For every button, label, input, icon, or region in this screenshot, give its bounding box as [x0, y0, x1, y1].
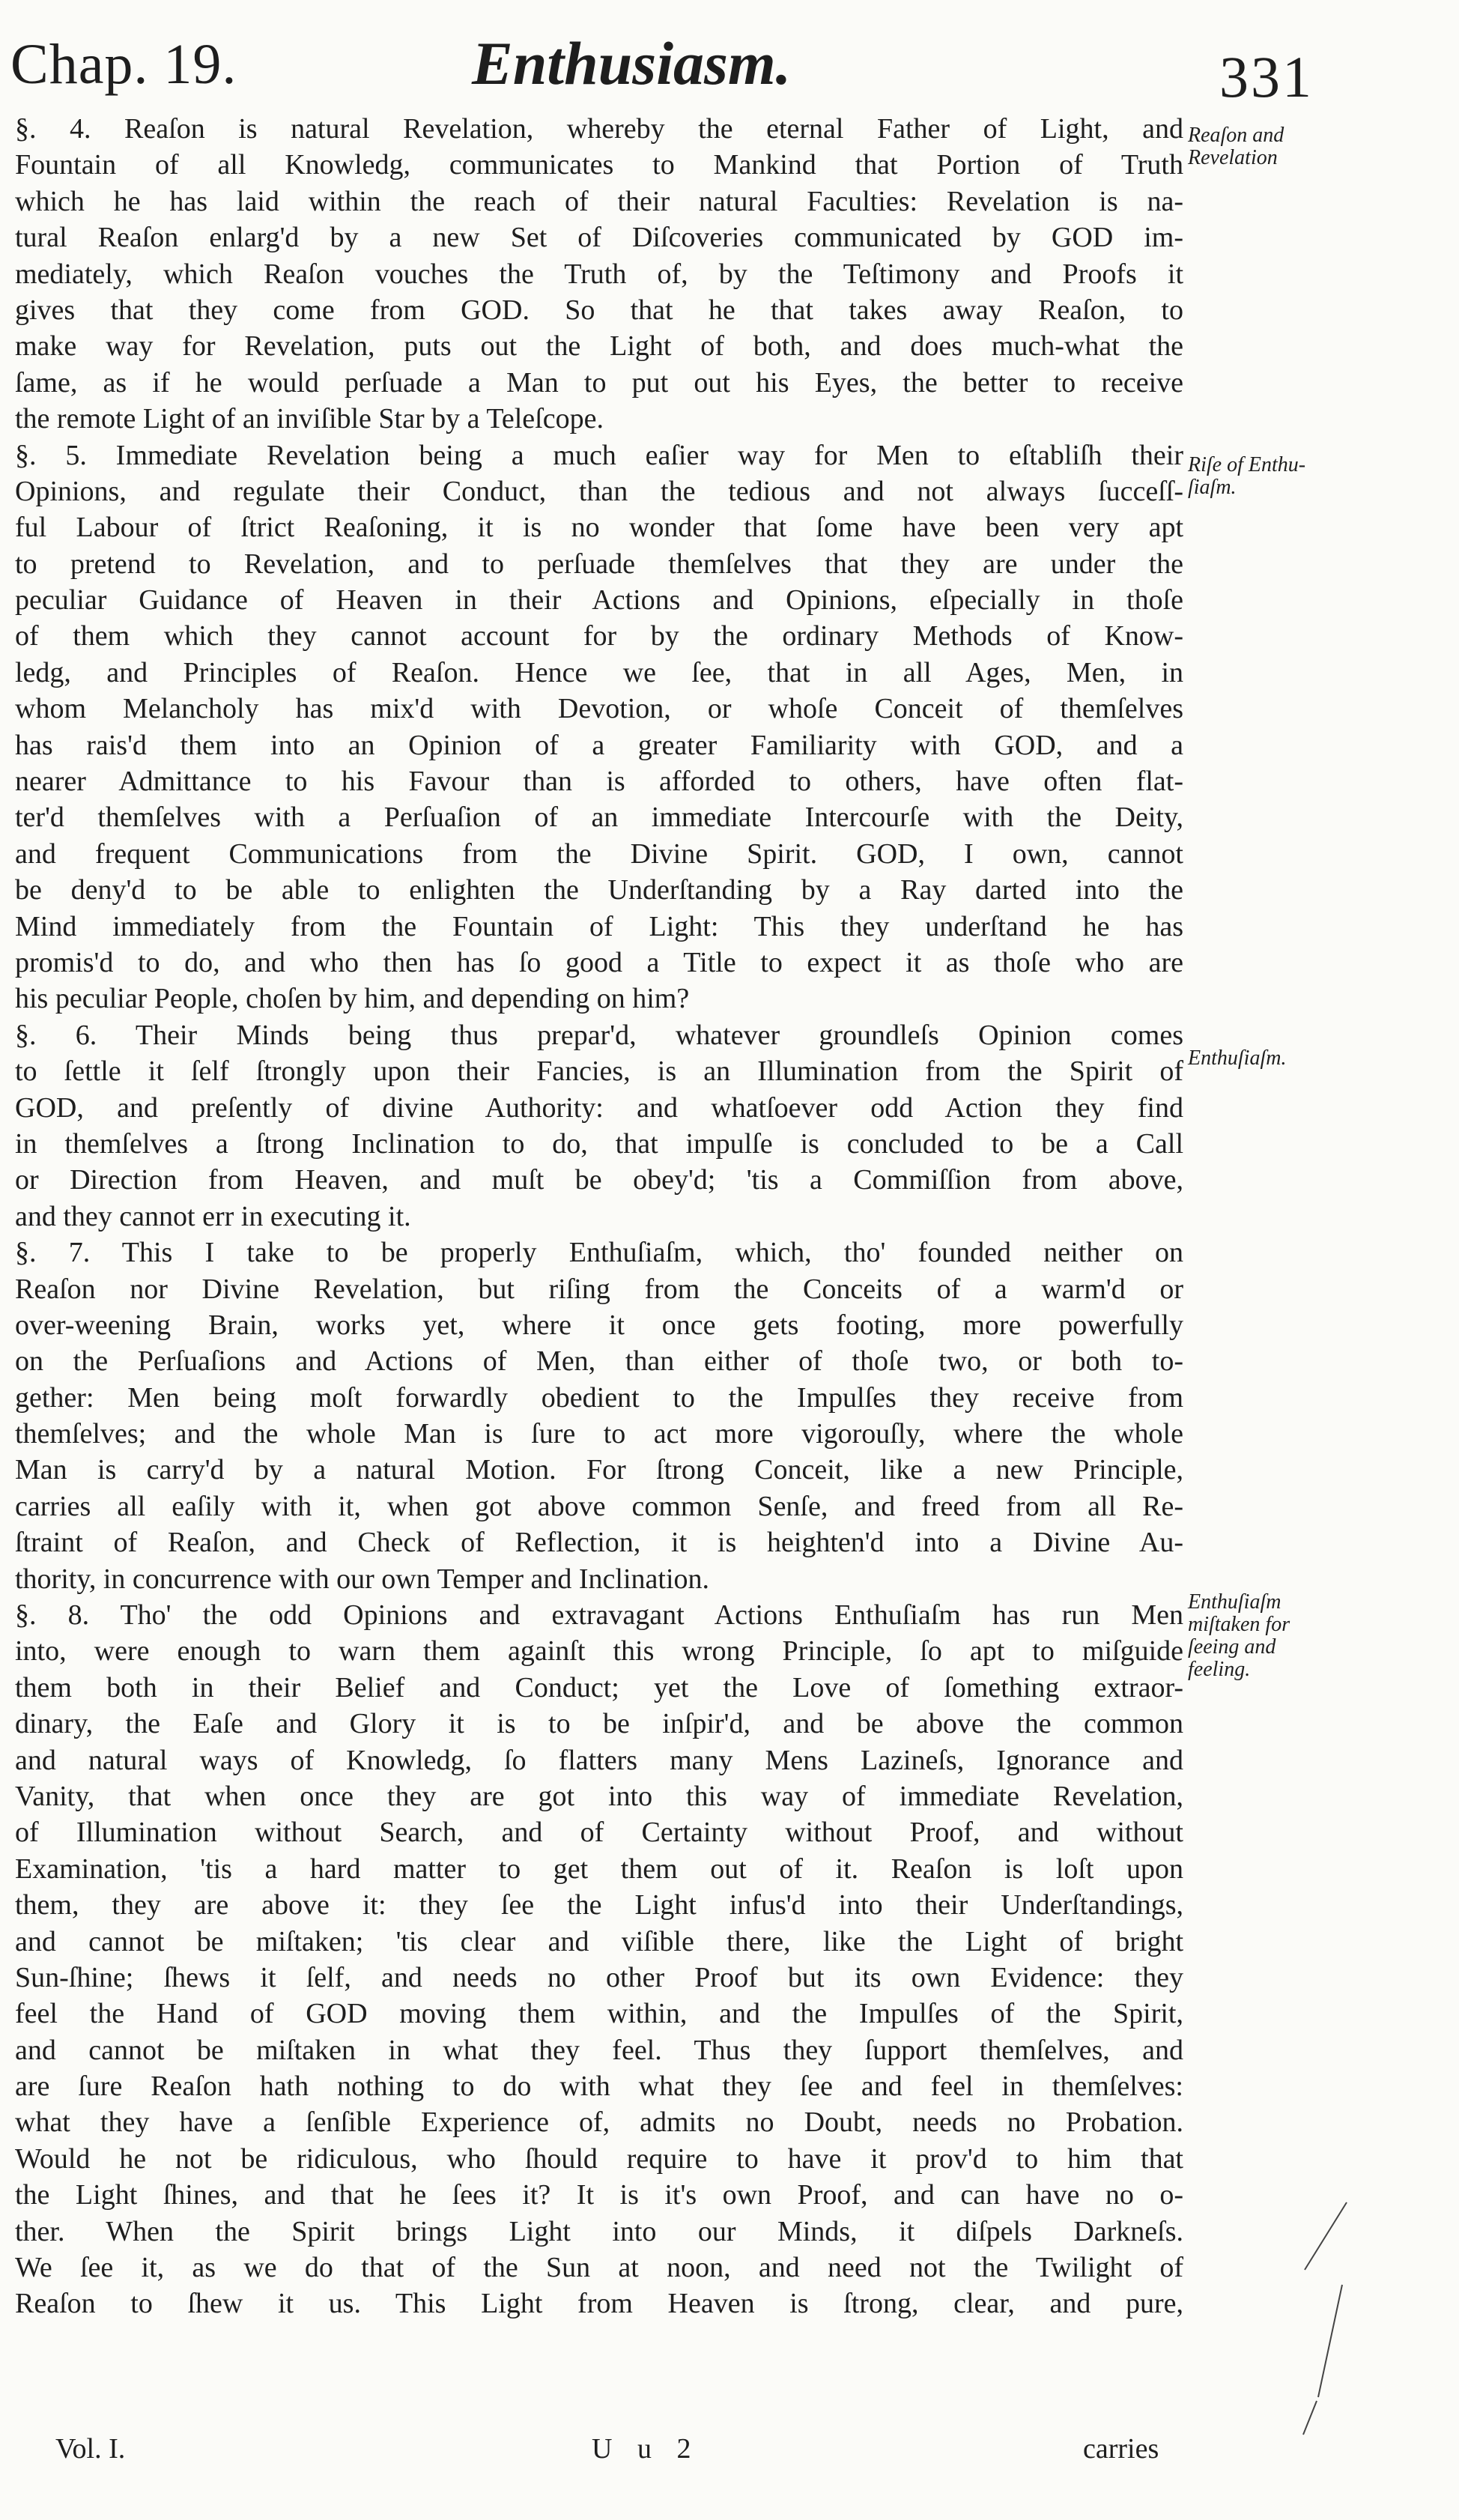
- text-line: ther. When the Spirit brings Light into our Minds, it diſpels Darkneſs.: [15, 2215, 1183, 2247]
- text-line: themſelves; and the whole Man is ſure to act more vigorouſly, where the whole: [15, 1418, 1183, 1450]
- text-line: in themſelves a ſtrong Inclination to do, that impulſe is concluded to be a Call: [15, 1127, 1183, 1160]
- catchword: carries: [1083, 2433, 1159, 2465]
- margin-note: [1188, 124, 1360, 169]
- text-line: of Illumination without Search, and of Certainty without Proof, and without: [15, 1817, 1183, 1849]
- text-line: and cannot be miſtaken in what they feel. Thus they ſupport themſelves, and: [15, 2034, 1183, 2066]
- text-line: Sun-ſhine; ſhews it ſelf, and needs no other Proof but its own Evidence: they: [15, 1961, 1183, 1993]
- text-line: on the Perſuaſions and Actions of Men, than either of thoſe two, or both to-: [15, 1345, 1183, 1378]
- text-line: §. 6. Their Minds being thus prepar'd, whatever groundleſs Opinion comes: [15, 1019, 1183, 1051]
- running-head-title: Enthusiasm.: [472, 29, 792, 97]
- text-line: ter'd themſelves with a Perſuaſion of an immediate Intercourſe with the Deity,: [15, 802, 1183, 834]
- text-line: has rais'd them into an Opinion of a greater Familiarity with GOD, and a: [15, 729, 1183, 761]
- margin-note-line: Reaſon and: [1188, 124, 1284, 147]
- text-line: or Direction from Heaven, and muſt be obey'd; 'tis a Commiſſion from above,: [15, 1164, 1183, 1196]
- text-line: thority, in concurrence with our own Temper and Inclination.: [15, 1563, 710, 1595]
- text-line: Would he not be ridiculous, who ſhould require to have it prov'd to him that: [15, 2142, 1183, 2175]
- text-line: §. 4. Reaſon is natural Revelation, whereby the eternal Father of Light, and: [15, 113, 1183, 145]
- text-line: GOD, and preſently of divine Authority: and whatſoever odd Action they find: [15, 1091, 1183, 1124]
- text-line: peculiar Guidance of Heaven in their Actions and Opinions, eſpecially in thoſe: [15, 584, 1183, 617]
- margin-note-line: ſeeing and: [1188, 1635, 1276, 1659]
- text-line: Examination, 'tis a hard matter to get them out of it. Reaſon is loſt upon: [15, 1853, 1183, 1885]
- margin-note-line: miſtaken for: [1188, 1613, 1290, 1636]
- margin-note-line: feeling.: [1188, 1658, 1251, 1681]
- text-line: whom Melancholy has mix'd with Devotion, or whoſe Conceit of themſelves: [15, 693, 1183, 725]
- text-line: are ſure Reaſon hath nothing to do with what they ſee and feel in themſelves:: [15, 2071, 1183, 2103]
- signature-mark: U u 2: [592, 2433, 700, 2465]
- margin-note: [1188, 1591, 1360, 1681]
- text-line: them both in their Belief and Conduct; yet the Love of ſomething extraor-: [15, 1671, 1183, 1703]
- text-line: ledg, and Principles of Reaſon. Hence we ſee, that in all Ages, Men, in: [15, 656, 1183, 688]
- text-line: Vanity, that when once they are got into this way of immediate Revelation,: [15, 1780, 1183, 1812]
- text-line: tural Reaſon enlarg'd by a new Set of Diſcoveries communicated by GOD im-: [15, 222, 1183, 254]
- text-line: gether: Men being moſt forwardly obedient to the Impulſes they receive from: [15, 1381, 1183, 1414]
- text-line: what they have a ſenſible Experience of, admits no Doubt, needs no Probation.: [15, 2106, 1183, 2139]
- text-line: Opinions, and regulate their Conduct, than the tedious and not always ſucceſſ-: [15, 475, 1183, 507]
- text-line: his peculiar People, choſen by him, and depending on him?: [15, 983, 690, 1015]
- text-line: to ſettle it ſelf ſtrongly upon their Fancies, is an Illumination from the Spirit of: [15, 1055, 1183, 1088]
- text-line: feel the Hand of GOD moving them within, and the Impulſes of the Spirit,: [15, 1998, 1183, 2030]
- margin-note-line: Riſe of Enthu-: [1188, 453, 1306, 476]
- text-line: which he has laid within the reach of their natural Faculties: Revelation is na-: [15, 185, 1183, 217]
- margin-note-line: ſiaſm.: [1188, 476, 1237, 499]
- margin-note-line: Revelation: [1188, 146, 1278, 169]
- text-line: over-weening Brain, works yet, where it once gets footing, more powerfully: [15, 1309, 1183, 1341]
- text-line: We ſee it, as we do that of the Sun at noon, and need not the Twilight of: [15, 2252, 1183, 2284]
- text-line: and frequent Communications from the Divine Spirit. GOD, I own, cannot: [15, 838, 1183, 870]
- margin-note-line: Enthuſiaſm.: [1188, 1047, 1287, 1070]
- text-line: ful Labour of ſtrict Reaſoning, it is no wonder that ſome have been very apt: [15, 512, 1183, 544]
- running-head-chapter: Chap. 19.: [10, 33, 237, 96]
- text-line: be deny'd to be able to enlighten the Underſtanding by a Ray darted into the: [15, 874, 1183, 906]
- text-line: §. 8. Tho' the odd Opinions and extravagant Actions Enthuſiaſm has run Men: [15, 1599, 1183, 1632]
- text-line: them, they are above it: they ſee the Light infus'd into their Underſtandings,: [15, 1889, 1183, 1921]
- text-line: Reaſon to ſhew it us. This Light from Heaven is ſtrong, clear, and pure,: [15, 2288, 1183, 2320]
- volume-label: Vol. I.: [55, 2433, 126, 2465]
- text-line: the remote Light of an inviſible Star by a Teleſcope.: [15, 403, 604, 435]
- text-line: §. 7. This I take to be properly Enthuſiaſm, which, tho' founded neither on: [15, 1237, 1183, 1269]
- text-line: to pretend to Revelation, and to perſuade themſelves that they are under the: [15, 548, 1183, 580]
- text-line: mediately, which Reaſon vouches the Truth of, by the Teſtimony and Proofs it: [15, 258, 1183, 290]
- text-line: of them which they cannot account for by the ordinary Methods of Know-: [15, 620, 1183, 652]
- text-line: ſame, as if he would perſuade a Man to put out his Eyes, the better to receive: [15, 366, 1183, 399]
- text-line: Reaſon nor Divine Revelation, but riſing from the Conceits of a warm'd or: [15, 1273, 1183, 1305]
- pencil-marks: [1258, 2172, 1363, 2442]
- text-line: and they cannot err in executing it.: [15, 1200, 411, 1232]
- text-line: ſtraint of Reaſon, and Check of Reflection, it is heighten'd into a Divine Au-: [15, 1527, 1183, 1559]
- page-number: 331: [1219, 44, 1314, 109]
- text-line: gives that they come from GOD. So that he that takes away Reaſon, to: [15, 294, 1183, 326]
- text-line: Man is carry'd by a natural Motion. For ſtrong Conceit, like a new Principle,: [15, 1454, 1183, 1486]
- text-line: carries all eaſily with it, when got above common Senſe, and freed from all Re-: [15, 1490, 1183, 1522]
- text-line: Mind immediately from the Fountain of Light: This they underſtand he has: [15, 910, 1183, 942]
- text-line: the Light ſhines, and that he ſees it? It is it's own Proof, and can have no o-: [15, 2179, 1183, 2211]
- text-line: and cannot be miſtaken; 'tis clear and viſible there, like the Light of bright: [15, 1925, 1183, 1957]
- text-line: dinary, the Eaſe and Glory it is to be inſpir'd, and be above the common: [15, 1708, 1183, 1740]
- body-text: [15, 111, 1183, 2358]
- margin-note: [1188, 454, 1360, 499]
- text-line: promis'd to do, and who then has ſo good a Title to expect it as thoſe who are: [15, 946, 1183, 978]
- text-line: §. 5. Immediate Revelation being a much eaſier way for Men to eſtabliſh their: [15, 439, 1183, 471]
- margin-note: [1188, 1047, 1360, 1070]
- text-line: and natural ways of Knowledg, ſo flatters many Mens Lazineſs, Ignorance and: [15, 1744, 1183, 1776]
- text-line: make way for Revelation, puts out the Light of both, and does much-what the: [15, 330, 1183, 363]
- text-line: nearer Admittance to his Favour than is afforded to others, have often flat-: [15, 766, 1183, 798]
- text-line: into, were enough to warn them againſt this wrong Principle, ſo apt to miſguide: [15, 1635, 1183, 1668]
- margin-note-line: Enthuſiaſm: [1188, 1590, 1281, 1614]
- text-line: [15, 2322, 1183, 2358]
- text-line: Fountain of all Knowledg, communicates to Mankind that Portion of Truth: [15, 149, 1183, 181]
